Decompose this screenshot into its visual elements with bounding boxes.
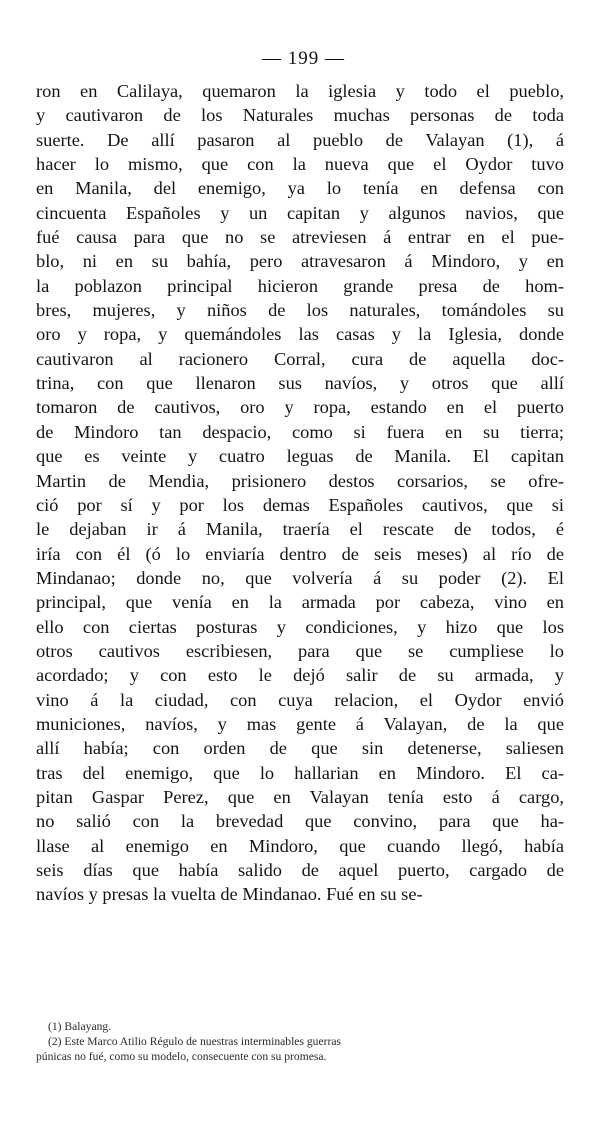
- text-line: en Manila, del enemigo, ya lo tenía en defensa con: [36, 178, 564, 199]
- footnotes: [36, 1019, 564, 1064]
- text-line: otros cautivos escribiesen, para que se cumpliese lo: [36, 640, 564, 661]
- text-line: y cautivaron de los Naturales muchas personas de toda: [36, 105, 564, 126]
- text-line: vino á la ciudad, con cuya relacion, el Oydor envió: [36, 689, 564, 710]
- text-line: navíos y presas la vuelta de Mindanao. Fué en su se-: [36, 884, 423, 905]
- text-line: de Mindoro tan despacio, como si fuera en su tierra;: [36, 421, 564, 442]
- text-line: acordado; y con esto le dejó salir de su armada, y: [36, 665, 564, 686]
- text-line: tomaron de cautivos, oro y ropa, estando en el puerto: [36, 397, 564, 418]
- text-line: tras del enemigo, que lo hallarian en Mindoro. El ca-: [36, 762, 564, 783]
- footnote-1: (1) Balayang.: [48, 1020, 112, 1033]
- text-line: iría con él (ó lo enviaría dentro de seis meses) al río de: [36, 543, 564, 564]
- text-line: bres, mujeres, y niños de los naturales, tomándoles su: [36, 300, 564, 321]
- text-line: que es veinte y cuatro leguas de Manila. El capitan: [36, 446, 564, 467]
- text-line: oro y ropa, y quemándoles las casas y la Iglesia, donde: [36, 324, 564, 345]
- text-line: Mindanao; donde no, que volvería á su poder (2). El: [36, 567, 564, 588]
- text-line: trina, con que llenaron sus navíos, y otros que allí: [36, 373, 564, 394]
- text-line: cincuenta Españoles y un capitan y algunos navios, que: [36, 202, 564, 223]
- footnote-2: (2) Este Marco Atilio Régulo de nuestras interminables guerras: [48, 1035, 341, 1048]
- text-line: hacer lo mismo, que con la nueva que el Oydor tuvo: [36, 154, 564, 175]
- text-line: llase al enemigo en Mindoro, que cuando llegó, había: [36, 835, 564, 856]
- text-line: le dejaban ir á Manila, traería el rescate de todos, é: [36, 519, 564, 540]
- text-line: pitan Gaspar Perez, que en Valayan tenía esto á cargo,: [36, 786, 564, 807]
- text-line: ello con ciertas posturas y condiciones, y hizo que los: [36, 616, 564, 637]
- text-line: principal, que venía en la armada por cabeza, vino en: [36, 592, 564, 613]
- page-number: — 199 —: [262, 48, 345, 69]
- text-line: ron en Calilaya, quemaron la iglesia y todo el pueblo,: [36, 81, 564, 101]
- text-line: municiones, navíos, y mas gente á Valayan, de la que: [36, 713, 564, 734]
- text-line: no salió con la brevedad que convino, para que ha-: [36, 811, 564, 832]
- text-line: fué causa para que no se atreviesen á entrar en el pue-: [36, 227, 564, 248]
- text-line: Martin de Mendia, prisionero destos corsarios, se ofre-: [36, 470, 564, 491]
- text-line: la poblazon principal hicieron grande presa de hom-: [36, 275, 564, 296]
- body-text: [36, 79, 564, 907]
- text-line: blo, ni en su bahía, pero atravesaron á Mindoro, y en: [36, 251, 564, 272]
- text-line: suerte. De allí pasaron al pueblo de Valayan (1), á: [36, 129, 564, 150]
- text-line: allí había; con orden de que sin detenerse, saliesen: [36, 738, 564, 759]
- text-line: ció por sí y por los demas Españoles cautivos, que si: [36, 494, 564, 515]
- text-line: seis días que había salido de aquel puerto, cargado de: [36, 860, 564, 880]
- text-line: cautivaron al racionero Corral, cura de aquella doc-: [36, 348, 564, 369]
- footnote-2-continuation: púnicas no fué, como su modelo, consecuente con su promesa.: [36, 1050, 327, 1063]
